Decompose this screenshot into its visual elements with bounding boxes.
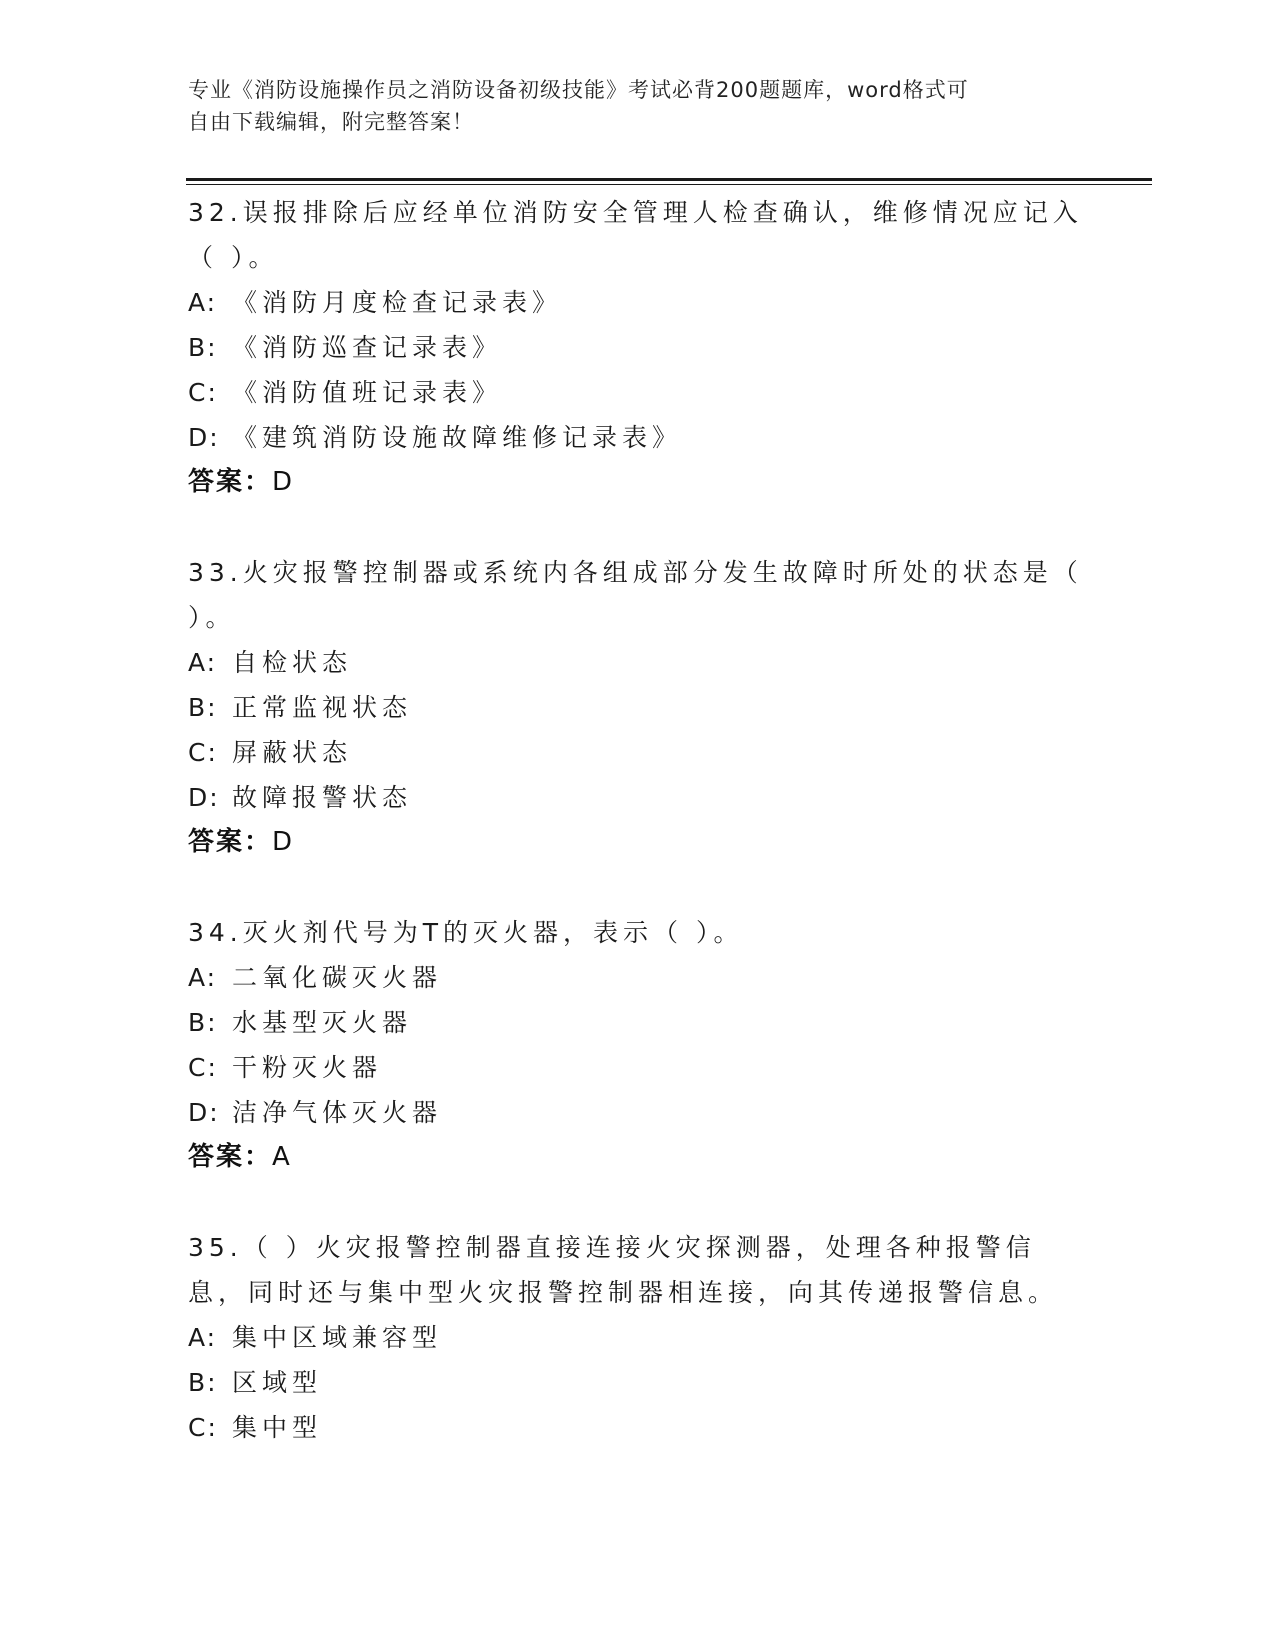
option-key: A: [188, 963, 218, 992]
option-key: D: [188, 783, 220, 812]
question-stem [188, 190, 1088, 280]
option-text: 《建筑消防设施故障维修记录表》 [232, 423, 683, 452]
document-header [188, 74, 1088, 138]
option-key: C: [188, 378, 218, 407]
option-text: 故障报警状态 [232, 783, 413, 812]
option-text: 《消防巡查记录表》 [232, 333, 503, 362]
header-line-2: 自由下载编辑，附完整答案！ [188, 110, 474, 134]
option-key: C: [188, 1413, 218, 1442]
answer-value: D [272, 827, 294, 857]
question-list [188, 190, 1088, 1495]
option-a [188, 280, 1088, 325]
option-d [188, 1090, 1088, 1135]
option-c [188, 730, 1088, 775]
question-stem [188, 550, 1088, 640]
option-key: B: [188, 1008, 218, 1037]
option-text: 自检状态 [232, 648, 353, 677]
question-number: 34. [188, 918, 243, 947]
header-divider-thick [186, 178, 1152, 181]
question-number: 32. [188, 198, 243, 227]
option-c [188, 1045, 1088, 1090]
option-text: 集中区域兼容型 [232, 1323, 443, 1352]
option-key: D: [188, 423, 220, 452]
option-d [188, 775, 1088, 820]
option-text: 干粉灭火器 [232, 1053, 383, 1082]
question-stem [188, 1225, 1088, 1315]
option-b [188, 1000, 1088, 1045]
option-c [188, 370, 1088, 415]
question-32 [188, 190, 1088, 505]
option-text: 《消防值班记录表》 [232, 378, 503, 407]
question-text: （ ）火灾报警控制器直接连接火灾探测器，处理各种报警信息，同时还与集中型火灾报警控制器相连接，向其传递报警信息。 [188, 1233, 1059, 1307]
header-divider-thin [186, 184, 1152, 185]
option-key: A: [188, 288, 218, 317]
option-d [188, 415, 1088, 460]
option-b [188, 685, 1088, 730]
option-key: B: [188, 1368, 218, 1397]
header-line-1: 专业《消防设施操作员之消防设备初级技能》考试必背200题题库，word格式可 [188, 78, 969, 102]
option-key: B: [188, 693, 218, 722]
question-35 [188, 1225, 1088, 1450]
question-text: 误报排除后应经单位消防安全管理人检查确认，维修情况应记入（ ）。 [188, 198, 1083, 272]
question-34 [188, 910, 1088, 1180]
option-text: 《消防月度检查记录表》 [232, 288, 563, 317]
answer-line [188, 820, 1088, 865]
option-text: 洁净气体灭火器 [232, 1098, 443, 1127]
option-a [188, 640, 1088, 685]
question-stem [188, 910, 1088, 955]
option-text: 二氧化碳灭火器 [232, 963, 443, 992]
option-key: D: [188, 1098, 220, 1127]
question-number: 35. [188, 1233, 243, 1262]
option-key: A: [188, 648, 218, 677]
option-c [188, 1405, 1088, 1450]
option-a [188, 955, 1088, 1000]
option-text: 区域型 [232, 1368, 323, 1397]
answer-line [188, 460, 1088, 505]
question-text: 火灾报警控制器或系统内各组成部分发生故障时所处的状态是（ ）。 [188, 558, 1083, 632]
answer-value: D [272, 467, 294, 497]
option-key: A: [188, 1323, 218, 1352]
option-text: 正常监视状态 [232, 693, 413, 722]
question-text: 灭火剂代号为T的灭火器，表示（ ）。 [242, 918, 744, 947]
answer-label: 答案： [188, 467, 273, 497]
option-b [188, 1360, 1088, 1405]
answer-label: 答案： [188, 1142, 273, 1172]
question-33 [188, 550, 1088, 865]
option-text: 集中型 [232, 1413, 323, 1442]
option-text: 水基型灭火器 [232, 1008, 413, 1037]
option-key: C: [188, 738, 218, 767]
option-a [188, 1315, 1088, 1360]
answer-label: 答案： [188, 827, 273, 857]
option-key: C: [188, 1053, 218, 1082]
option-key: B: [188, 333, 218, 362]
question-number: 33. [188, 558, 243, 587]
option-text: 屏蔽状态 [232, 738, 353, 767]
option-b [188, 325, 1088, 370]
answer-value: A [272, 1142, 291, 1172]
answer-line [188, 1135, 1088, 1180]
